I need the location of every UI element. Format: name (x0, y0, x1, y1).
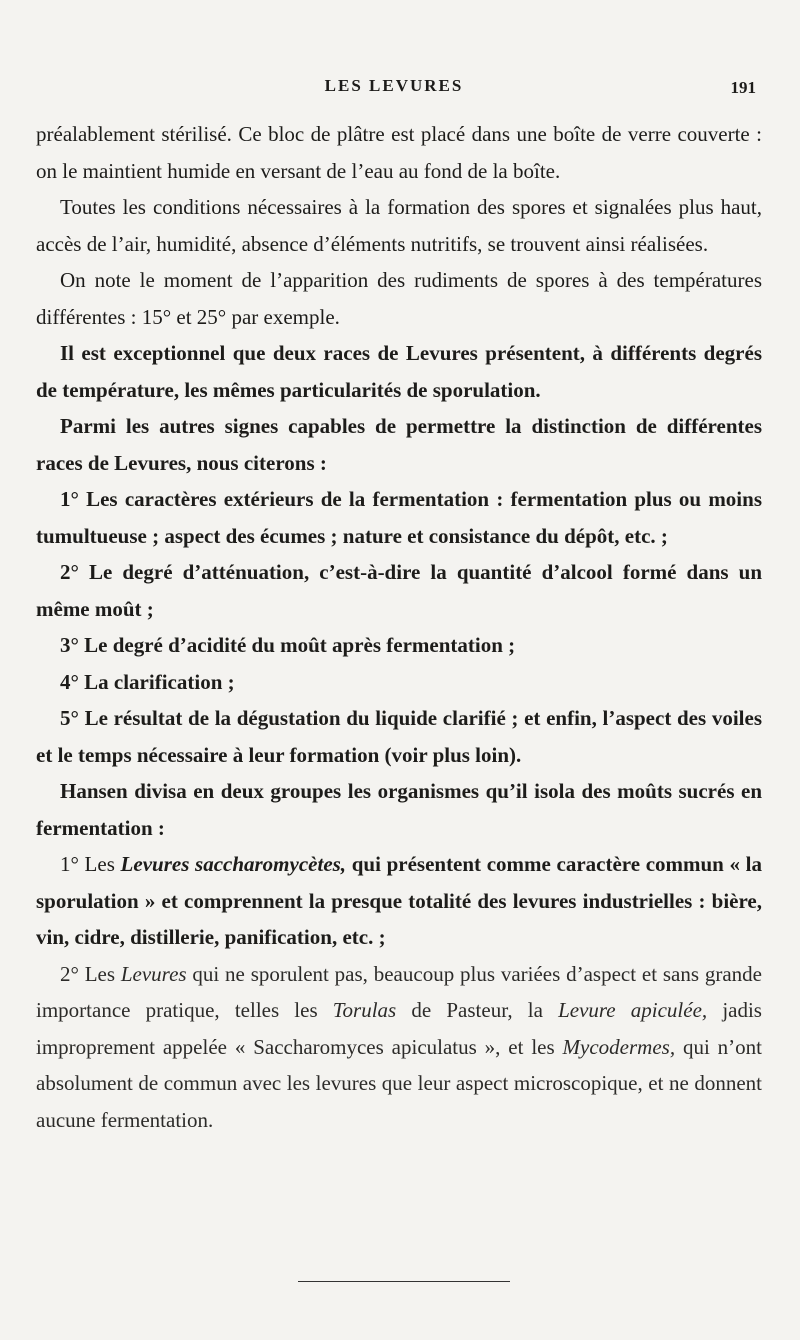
body-text (36, 116, 762, 1138)
list-item-1: 1° Les caractères extérieurs de la fermentation : fermentation plus ou moins tumultueuse ; aspect des écumes ; nature et consistance du dépôt, etc. ; (36, 487, 762, 548)
group-item-2-p5: qui n’ont absolument de commun avec les levures que leur aspect microscopique, et ne donnent aucune fermentation. (36, 1034, 762, 1132)
group-item-2-p3: de Pasteur, la (396, 998, 559, 1022)
end-rule (298, 1281, 510, 1282)
paragraph-5: Parmi les autres signes capables de permettre la distinction de différentes races de Levures, nous citerons : (36, 414, 762, 475)
paragraph-4: Il est exceptionnel que deux races de Levures présentent, à différents degrés de température, les mêmes particularités de sporulation. (36, 341, 762, 402)
list-item-4: 4° La clarification ; (60, 669, 235, 694)
group-item-1-suffix: qui présentent comme caractère commun « la sporulation » et comprennent la presque totalité des levures industrielles : bière, vin, cidre, distillerie, panification, etc. ; (36, 852, 763, 949)
group-item-1-italic: Levures saccharomycètes, (120, 852, 347, 876)
group-item-2-i4: Mycodermes, (562, 1034, 676, 1059)
group-item-2-i1: Levures (120, 961, 187, 986)
paragraph-1: préalablement stérilisé. Ce bloc de plâtre est placé dans une boîte de verre couverte : on le maintient humide en versant de l’eau au fond de la boîte. (36, 122, 762, 183)
paragraph-3: On note le moment de l’apparition des rudiments de spores à des températures différentes : 15° et 25° par exemple. (36, 268, 762, 329)
group-item-2-p4: jadis improprement appelée « Saccharomyces apiculatus », et les (36, 998, 762, 1059)
page-header (0, 76, 800, 100)
list-item-2: 2° Le degré d’atténuation, c’est-à-dire la quantité d’alcool formé dans un même moût ; (36, 560, 762, 621)
list-item-3: 3° Le degré d’acidité du moût après fermentation ; (60, 633, 516, 657)
group-item-2-i3: Levure apiculée, (558, 998, 708, 1022)
group-item-2-p1: 2° Les (60, 961, 121, 986)
group-item-1 (36, 846, 762, 956)
group-item-2-i2: Torulas (332, 998, 397, 1022)
group-item-1-prefix: 1° Les (60, 852, 121, 876)
list-item-5: 5° Le résultat de la dégustation du liquide clarifié ; et enfin, l’aspect des voiles et le temps nécessaire à leur formation (voir plus loin). (36, 706, 762, 767)
page-number: 191 (730, 78, 756, 97)
group-item-2 (36, 956, 762, 1139)
group-item-2-p2: qui ne sporulent pas, beaucoup plus variées d’aspect et sans grande importance pratique, telles les (36, 961, 762, 1022)
running-title: LES LEVURES (324, 76, 464, 95)
paragraph-2: Toutes les conditions nécessaires à la formation des spores et signalées plus haut, accès de l’air, humidité, absence d’éléments nutritifs, se trouvent ainsi réalisées. (36, 195, 762, 256)
paragraph-hansen: Hansen divisa en deux groupes les organismes qu’il isola des moûts sucrés en fermentation : (36, 779, 762, 840)
